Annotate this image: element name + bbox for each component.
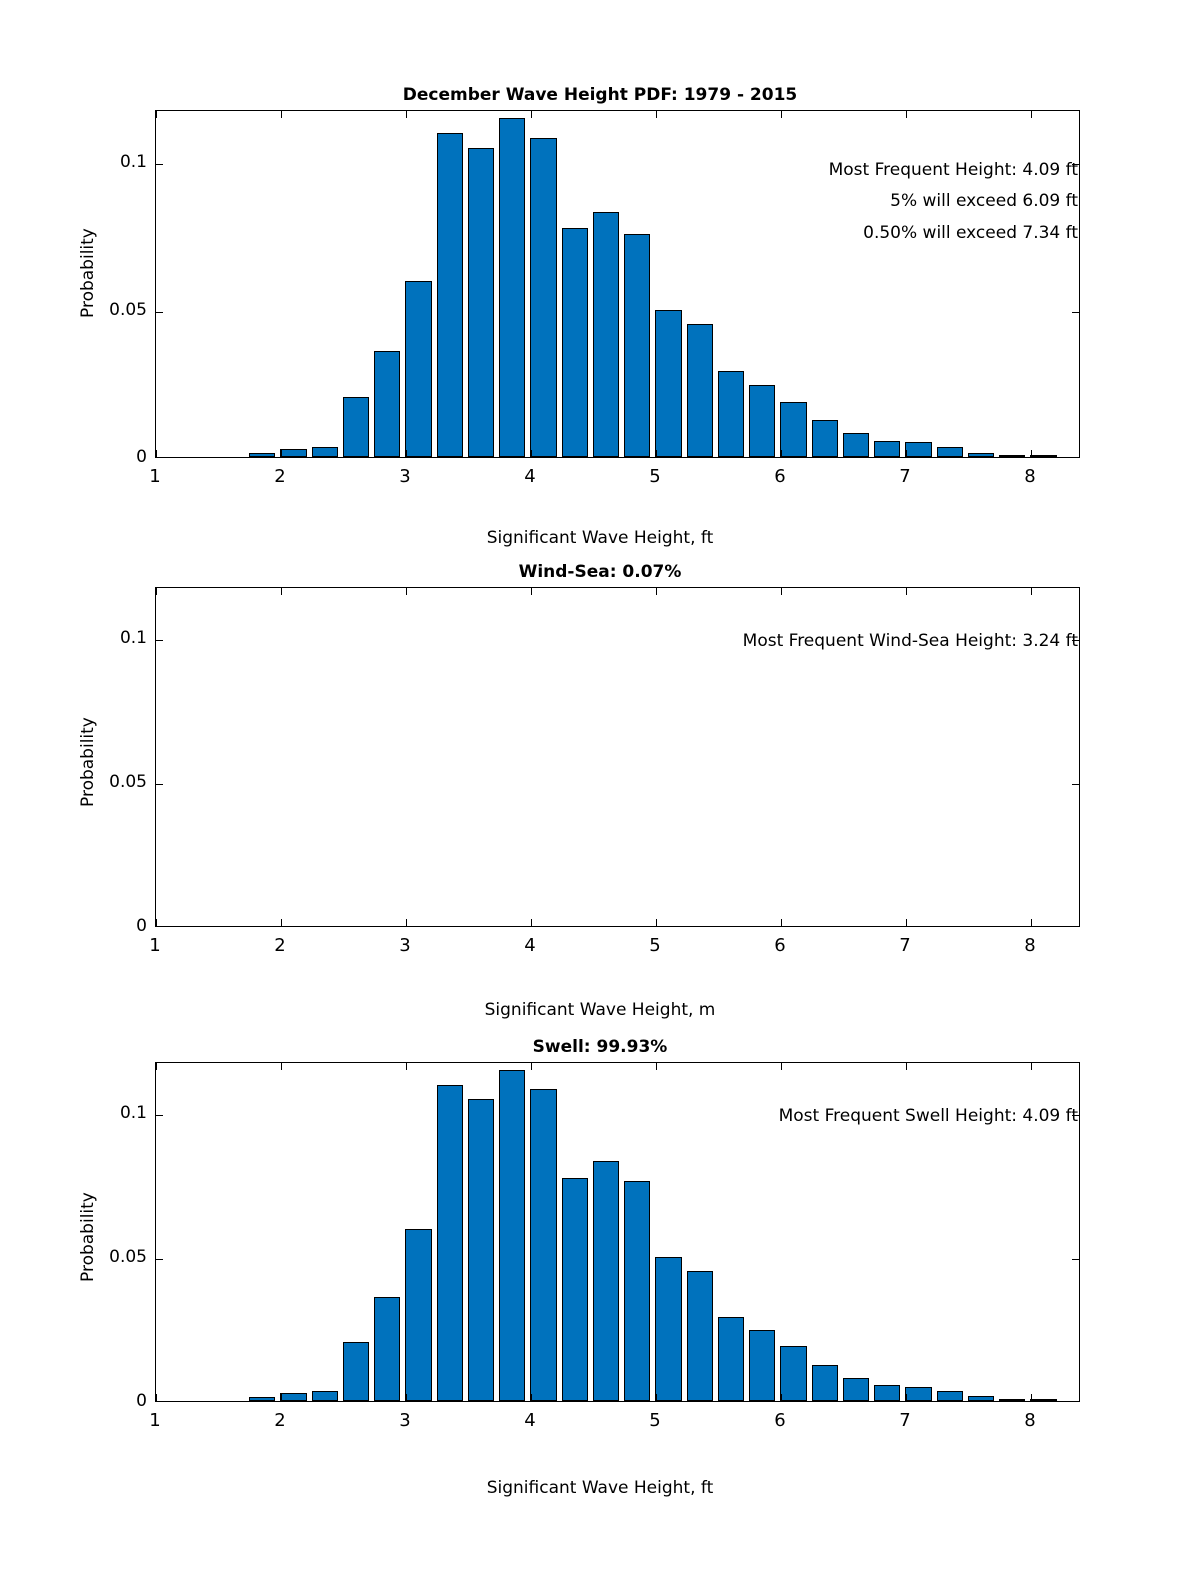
x-tick-label: 2 <box>274 1410 286 1431</box>
bar <box>437 1085 463 1401</box>
x-tick-top <box>906 588 907 595</box>
bar <box>687 324 713 457</box>
y-tick <box>156 1115 163 1116</box>
y-tick-right <box>1072 1259 1079 1260</box>
y-tick-label: 0.05 <box>109 771 147 792</box>
bar <box>499 1070 525 1401</box>
bar <box>405 281 431 457</box>
x-tick-top <box>656 111 657 118</box>
x-tick-label: 6 <box>774 466 786 487</box>
bar <box>280 449 306 457</box>
x-tick-top <box>906 111 907 118</box>
x-tick <box>1031 919 1032 926</box>
x-tick-label: 4 <box>524 1410 536 1431</box>
bar <box>343 1342 369 1401</box>
y-tick-label: 0.1 <box>119 627 147 648</box>
y-axis-label-total: Probability <box>78 228 98 318</box>
x-tick <box>406 919 407 926</box>
x-tick <box>156 919 157 926</box>
bar <box>718 1317 744 1401</box>
x-tick-top <box>781 588 782 595</box>
x-tick-label: 5 <box>649 466 661 487</box>
bar <box>624 234 650 457</box>
bar <box>249 1397 275 1401</box>
y-tick-right <box>1072 784 1079 785</box>
y-tick-label: 0.05 <box>109 299 147 320</box>
bar <box>968 453 994 457</box>
bar <box>468 1099 494 1401</box>
x-tick-top <box>156 588 157 595</box>
bar <box>749 385 775 457</box>
bar <box>843 1378 869 1401</box>
x-tick-label: 2 <box>274 466 286 487</box>
x-tick-label: 1 <box>149 935 161 956</box>
x-axis-label-swell: Significant Wave Height, ft <box>486 1478 714 1498</box>
bar <box>437 133 463 457</box>
x-tick <box>1031 450 1032 457</box>
bar <box>624 1181 650 1401</box>
bar <box>1030 1399 1056 1401</box>
bar <box>374 1297 400 1401</box>
bar <box>937 447 963 457</box>
bar <box>249 453 275 457</box>
bar <box>405 1229 431 1401</box>
x-tick <box>531 1394 532 1401</box>
chart-panel-wind-sea <box>0 545 1200 1020</box>
x-tick-label: 4 <box>524 935 536 956</box>
x-tick <box>781 1394 782 1401</box>
x-tick-top <box>281 588 282 595</box>
y-tick <box>156 640 163 641</box>
x-tick <box>281 450 282 457</box>
x-tick-label: 8 <box>1024 1410 1036 1431</box>
bar <box>312 447 338 457</box>
annotation-line: 5% will exceed 6.09 ft <box>890 191 1078 212</box>
x-tick-top <box>281 1063 282 1070</box>
bar <box>812 1365 838 1401</box>
bar <box>655 310 681 457</box>
y-tick-label: 0.1 <box>119 152 147 173</box>
x-tick <box>656 450 657 457</box>
x-tick-label: 3 <box>399 1410 411 1431</box>
bar <box>968 1396 994 1401</box>
bar <box>280 1393 306 1401</box>
x-tick-label: 7 <box>899 1410 911 1431</box>
chart-title-total: December Wave Height PDF: 1979 - 2015 <box>402 85 798 105</box>
bar <box>530 1089 556 1401</box>
x-tick <box>281 919 282 926</box>
x-tick-label: 8 <box>1024 466 1036 487</box>
y-tick-label: 0 <box>136 1391 147 1411</box>
x-tick <box>406 450 407 457</box>
x-tick-label: 3 <box>399 935 411 956</box>
annotation-line: 0.50% will exceed 7.34 ft <box>863 222 1078 243</box>
bar <box>530 138 556 457</box>
bar <box>999 455 1025 457</box>
bar <box>593 212 619 457</box>
bar <box>905 1387 931 1401</box>
x-tick <box>906 450 907 457</box>
y-axis-label-swell: Probability <box>78 1192 98 1282</box>
x-tick <box>781 919 782 926</box>
x-tick-top <box>406 1063 407 1070</box>
annotation-line: Most Frequent Height: 4.09 ft <box>828 160 1078 180</box>
x-tick-label: 4 <box>524 466 536 487</box>
x-tick <box>406 1394 407 1401</box>
x-tick <box>156 450 157 457</box>
bar <box>999 1399 1025 1401</box>
annotation-line: Most Frequent Swell Height: 4.09 ft <box>778 1106 1078 1126</box>
bar <box>343 397 369 457</box>
x-tick-top <box>406 111 407 118</box>
bar <box>874 441 900 457</box>
y-tick-label: 0 <box>136 916 147 936</box>
x-tick-top <box>531 1063 532 1070</box>
bar <box>780 1346 806 1401</box>
y-tick <box>156 164 163 165</box>
x-tick <box>281 1394 282 1401</box>
bar <box>937 1391 963 1401</box>
y-tick-right <box>1072 312 1079 313</box>
y-tick-label: 0.1 <box>119 1102 147 1123</box>
x-tick-top <box>406 588 407 595</box>
bar <box>905 442 931 457</box>
y-tick <box>156 1259 163 1260</box>
annotation-line: Most Frequent Wind-Sea Height: 3.24 ft <box>742 631 1078 651</box>
bar <box>843 433 869 457</box>
annotations-wind-sea <box>743 626 1078 657</box>
x-tick-label: 8 <box>1024 935 1036 956</box>
x-tick <box>781 450 782 457</box>
x-tick-label: 1 <box>149 466 161 487</box>
x-tick-label: 1 <box>149 1410 161 1431</box>
bar <box>1030 455 1056 457</box>
bar <box>562 228 588 457</box>
x-tick-top <box>781 111 782 118</box>
x-tick-label: 7 <box>899 935 911 956</box>
bar <box>749 1330 775 1401</box>
x-tick-label: 6 <box>774 935 786 956</box>
x-tick-label: 5 <box>649 935 661 956</box>
bar <box>718 371 744 457</box>
x-tick <box>1031 1394 1032 1401</box>
x-tick-top <box>1031 111 1032 118</box>
x-tick-top <box>781 1063 782 1070</box>
annotations-total <box>829 155 1078 249</box>
y-tick-label: 0.05 <box>109 1246 147 1267</box>
x-axis-label-wind-sea: Significant Wave Height, m <box>484 1000 716 1020</box>
chart-panel-swell <box>0 1020 1200 1575</box>
bar <box>812 420 838 457</box>
bar <box>312 1391 338 1401</box>
x-tick <box>656 919 657 926</box>
annotations-swell <box>779 1101 1078 1132</box>
x-tick-top <box>656 588 657 595</box>
x-tick-top <box>531 111 532 118</box>
x-tick <box>906 1394 907 1401</box>
x-tick-top <box>281 111 282 118</box>
chart-panel-total <box>0 0 1200 548</box>
x-axis-label-total: Significant Wave Height, ft <box>486 528 714 548</box>
x-tick-label: 2 <box>274 935 286 956</box>
x-tick <box>906 919 907 926</box>
x-tick-top <box>156 1063 157 1070</box>
x-tick <box>531 919 532 926</box>
bar <box>874 1385 900 1401</box>
y-axis-label-wind-sea: Probability <box>78 717 98 807</box>
y-tick <box>156 784 163 785</box>
bar <box>687 1271 713 1401</box>
chart-title-wind-sea: Wind-Sea: 0.07% <box>518 562 682 582</box>
bar <box>499 118 525 457</box>
bar <box>593 1161 619 1401</box>
y-tick-label: 0 <box>136 447 147 467</box>
bar <box>655 1257 681 1401</box>
x-tick <box>656 1394 657 1401</box>
x-tick-top <box>156 111 157 118</box>
x-tick <box>156 1394 157 1401</box>
x-tick-label: 7 <box>899 466 911 487</box>
bar <box>468 148 494 457</box>
x-tick-top <box>1031 1063 1032 1070</box>
bar <box>562 1178 588 1401</box>
x-tick-top <box>1031 588 1032 595</box>
chart-title-swell: Swell: 99.93% <box>532 1037 668 1057</box>
x-tick-top <box>656 1063 657 1070</box>
x-tick-label: 3 <box>399 466 411 487</box>
bar <box>374 351 400 457</box>
x-tick-label: 6 <box>774 1410 786 1431</box>
x-tick-top <box>531 588 532 595</box>
x-tick-top <box>906 1063 907 1070</box>
x-tick <box>531 450 532 457</box>
bar <box>780 402 806 457</box>
x-tick-label: 5 <box>649 1410 661 1431</box>
y-tick <box>156 312 163 313</box>
